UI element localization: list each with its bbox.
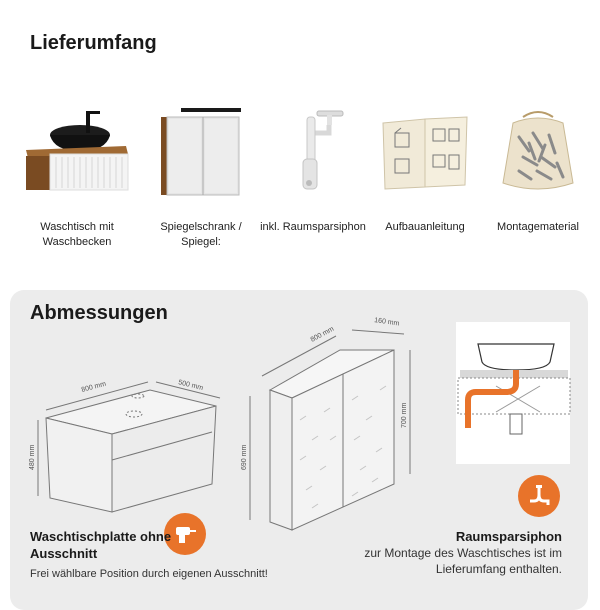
scope-item-caption: inkl. Raumsparsiphon bbox=[260, 221, 366, 233]
siphon-installation-drawing bbox=[456, 322, 570, 464]
vanity-drawing bbox=[38, 382, 220, 512]
feature-siphon-title: Raumsparsiphon bbox=[455, 529, 562, 544]
scope-item-caption: Aufbauanleitung bbox=[385, 221, 465, 233]
scope-item-caption: Montagematerial bbox=[497, 221, 579, 233]
cabinet-height-front-label: 690 mm bbox=[241, 444, 248, 470]
vanity-width-label: 800 mm bbox=[80, 380, 107, 394]
dimensions-title: Abmessungen bbox=[30, 302, 168, 324]
cabinet-depth-label: 160 mm bbox=[373, 317, 400, 328]
scope-title: Lieferumfang bbox=[30, 32, 157, 54]
feature-worktop-text: Frei wählbare Position durch eigenen Ausschnitt! bbox=[30, 568, 268, 580]
cabinet-drawing bbox=[250, 330, 410, 530]
feature-worktop-title: Waschtischplatte ohne Ausschnitt bbox=[30, 529, 172, 561]
cabinet-height-back-label: 700 mm bbox=[401, 402, 408, 428]
cabinet-width-label: 800 mm bbox=[309, 325, 336, 344]
siphon-badge-icon bbox=[518, 475, 560, 517]
scope-item-caption: Waschtisch mit Waschbecken bbox=[40, 221, 114, 248]
vanity-depth-label: 500 mm bbox=[177, 379, 204, 393]
vanity-height-label: 480 mm bbox=[29, 444, 36, 470]
scope-item-caption: Spiegelschrank / Spiegel: bbox=[160, 221, 242, 248]
feature-siphon-text: zur Montage des Waschtisches ist im Lieferumfang enthalten. bbox=[364, 546, 562, 576]
